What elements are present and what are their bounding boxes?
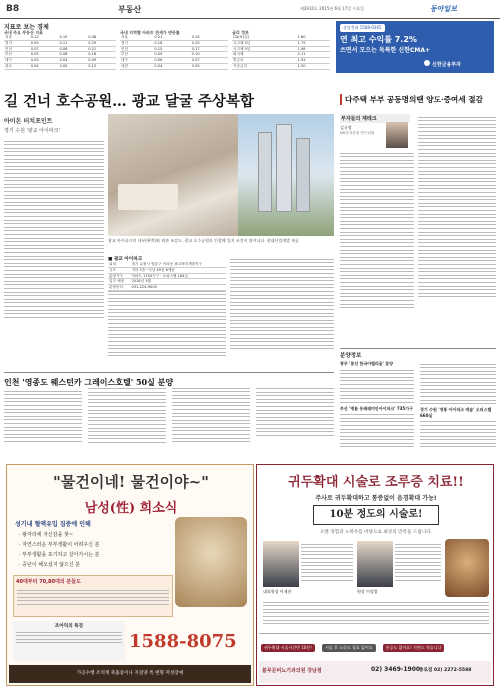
bank-line-1: 연 최고 수익률 7.2% [340, 35, 417, 44]
rows1-cell: 0.09 [30, 40, 59, 46]
sub-line: 경기 수원 '광교 아이파크' [4, 128, 60, 134]
qa-title: 분양정보 [340, 353, 362, 359]
rows2-cell: 0.15 [153, 46, 190, 52]
rows1-cell: 서울 [4, 35, 30, 40]
rows1-cell: 0.08 [58, 46, 87, 52]
ad-left-product-image [175, 517, 247, 607]
ad-left[interactable] [6, 464, 254, 686]
bank-line-2: 쓰면서 모으는 독특한 신한CMA+ [340, 47, 431, 54]
rows3-cell: 콜금리 [232, 58, 297, 64]
ad-left-p3: · 자연스러운 부부생활이 어려우신 분 [19, 542, 100, 548]
rows3-cell: 2.11 [297, 52, 330, 58]
rows2-cell: 서울 [120, 35, 153, 40]
ad-right[interactable] [256, 464, 494, 686]
info-cell: 아파트 1750가구 · 오피스텔 164실 [130, 273, 226, 279]
rows1-cell: 0.15 [58, 35, 87, 40]
rows1-cell: 부산 [4, 52, 30, 58]
rows2-cell: 경기 [120, 40, 153, 46]
ad-left-phone[interactable]: 1588-8075 [129, 631, 237, 652]
ad-left-product: 남성(性) 희소식 [84, 501, 178, 516]
ad-right-badge-sub: 오랜 경험과 노하우를 바탕으로 최상의 만족을 드립니다. [319, 530, 433, 535]
right-body-col-2 [418, 114, 496, 346]
photo-caption: 광교 아이파크의 내부(왼쪽)와 외관 조감도. 광교 호수공원과 인접해 입지 조건이 뛰어나다. 현대산업개발 제공 [108, 238, 299, 243]
ad-right-buttons [259, 633, 491, 655]
right-headline: 다주택 부부 공동명의땐 양도·증여세 절감 [340, 94, 496, 105]
rows1-cell: 0.04 [58, 58, 87, 64]
ad-left-quote: "물건이네! 물건이야~" [53, 473, 209, 491]
ad-right-badge: 10분 정도의 시술로! [313, 505, 439, 525]
rows3-cell: 회사채 [232, 52, 297, 58]
bank-phone: 상담전화 1588-0365 [340, 24, 385, 32]
indices-table-3 [232, 30, 330, 70]
rows2-cell: 0.24 [191, 35, 228, 40]
rows1-cell: 0.21 [87, 46, 116, 52]
table-2 [120, 35, 228, 70]
section-title: 부동산 [118, 5, 142, 14]
rows3-cell: 1.50 [297, 63, 330, 69]
rows1-cell: 인천 [4, 46, 30, 52]
sub-kicker: 아이돈 터치포인트 [4, 118, 53, 125]
info-cell: 입주 예정 [108, 279, 130, 285]
info-cell: 규모 [108, 267, 130, 273]
mushroom-image [445, 539, 489, 597]
page-header [0, 0, 500, 19]
rows2-cell: 0.10 [191, 52, 228, 58]
rows2-cell: 0.21 [153, 35, 190, 40]
author-role: NH투자증권 연구위원 [340, 131, 375, 135]
rows2-cell: 대전 [120, 63, 153, 69]
rows2-cell: 0.09 [153, 52, 190, 58]
info-cell: 위치 [108, 262, 130, 267]
ad-right-sub: 주사로 귀두확대하고 통증없이 음경확대 가능! [315, 495, 437, 502]
doctor-1-photo [263, 541, 299, 587]
rows3-cell: 1.60 [297, 35, 330, 40]
rows2-cell: 0.20 [191, 40, 228, 46]
rows1-cell: 0.38 [87, 35, 116, 40]
dateline: 제2910호 2015년 6월 17일 수요일 [300, 6, 364, 11]
rows2-cell: 0.07 [191, 58, 228, 64]
rows1-cell: 0.04 [30, 63, 59, 69]
rows2-cell: 인천 [120, 46, 153, 52]
rows3-cell: 1.52 [297, 58, 330, 64]
rows2-cell: 0.04 [153, 63, 190, 69]
rows1-cell: 경기 [4, 40, 30, 46]
rows1-cell: 0.07 [30, 46, 59, 52]
ad-left-p1: 성기내 혈액유입 집중에 인해 [15, 521, 91, 528]
ad-right-headline: 귀두확대 시술로 조루증 치료!! [288, 475, 464, 490]
inset-body [4, 388, 334, 458]
clinic-phone-2[interactable]: 종로점 02) 2272-5588 [419, 668, 472, 673]
bank-ad[interactable] [336, 21, 494, 73]
building-rendering [238, 114, 334, 236]
rows1-cell: 0.03 [30, 58, 59, 64]
bank-brand: 신한금융투자 [432, 62, 461, 68]
rows1-row [4, 63, 116, 69]
rows3-cell: 국고채 5년 [232, 46, 297, 52]
rows3-cell: 1.98 [297, 46, 330, 52]
ad-left-offer: 40대부터 70,80대의 분들도 [16, 579, 81, 585]
rows1-cell: 0.11 [58, 40, 87, 46]
info-cell: 2018년 3월 [130, 279, 226, 285]
indices-block [4, 22, 332, 74]
doctor-1-name: 대표원장 이재관 [263, 589, 292, 594]
ad-left-shop: 조아덕의 특징 [54, 624, 84, 629]
author-name: 김규정 [340, 125, 352, 130]
qa-sub-1: 광주 '봉선 한국아델리움' 분양 [340, 361, 393, 366]
main-headline: 길 건너 호수공원… 광교 달굴 주상복합 [4, 93, 254, 110]
rows2-row [120, 63, 228, 69]
rows3-row [232, 63, 330, 69]
indices-sub-1: 국내 주요 부동산 지표 [4, 30, 43, 35]
ad-left-footer: 가공수행 조치계 축흡증이나 지질양 특 변형 저성장애 [9, 665, 251, 683]
rows2-cell: 0.06 [153, 58, 190, 64]
rows3-cell: 기준금리 [232, 63, 297, 69]
qa-sub-3: 경기 수원 '영통 아이파크 캐슬' 오피스텔 660실 [420, 406, 492, 418]
rows3-cell: 1.75 [297, 40, 330, 46]
rows1-cell: 0.12 [87, 63, 116, 69]
main-photo [108, 114, 334, 236]
rows1-cell: 0.09 [87, 58, 116, 64]
ad-right-btn-2: 시술 후 소독도 필요 없어요 [322, 644, 376, 652]
ad-left-p4: · 부부생활을 포기하고 살아가시는 분 [19, 552, 100, 558]
page-number: B8 [6, 4, 20, 14]
info-cell: 지하 5층~지상 49층 6개동 [130, 267, 226, 273]
main-body-col-3 [230, 256, 334, 368]
clinic-phone-1[interactable]: 02) 3469-1900 [371, 666, 421, 673]
ad-left-offer-box [13, 575, 173, 617]
indices-table-2 [120, 30, 228, 70]
doctor-2-name: 원장 이정열 [357, 589, 378, 594]
main-subhead [4, 116, 104, 134]
info-cell: 경기 수원시 영통구 이의동 광교택지개발지구 [130, 262, 226, 267]
doctor-2-photo [357, 541, 393, 587]
clinic-name: 블루문비뇨기과의원 강남점 [262, 668, 322, 674]
info-cell: 분양가구 [108, 273, 130, 279]
info-table [108, 262, 226, 291]
rows1-cell: 대구 [4, 58, 30, 64]
indices-sub-3: 금리 정보 [232, 30, 249, 35]
rows2-cell: 부산 [120, 52, 153, 58]
right-body-col-1 [340, 150, 414, 346]
indices-sub-2: 국내 지역별 아파트 전세가 변동률 [120, 30, 180, 35]
info-cell: 분양문의 [108, 285, 130, 291]
author-box [340, 114, 410, 136]
main-body-col-2 [108, 288, 226, 368]
ad-left-p2: · 왕자리에 자신감을 찾~ [19, 532, 74, 538]
qa-box [340, 348, 496, 418]
table-3 [232, 35, 330, 70]
main-body-col-1 [4, 138, 104, 366]
rows1-cell: 0.05 [58, 63, 87, 69]
ad-right-btn-1: 귀두확대 시술시간만 10분! [261, 644, 315, 652]
rows1-cell: 0.05 [30, 52, 59, 58]
ad-left-shop-box [13, 621, 125, 661]
ad-right-contact [259, 661, 491, 683]
indices-title: 지표로 보는 경제 [4, 24, 49, 31]
rows2-cell: 0.18 [153, 40, 190, 46]
qa-sub-2: 부산 '명륜 동래래미안아이파크' 735가구 [340, 405, 413, 411]
info-table-title: ■ 광교 아이파크 [108, 257, 143, 262]
rows3-cell: CD(91일) [232, 35, 297, 40]
rows3-cell: 국고채 3년 [232, 40, 297, 46]
rows2-cell: 대구 [120, 58, 153, 64]
table-1 [4, 35, 116, 70]
rows1-cell: 광주 [4, 63, 30, 69]
rows1-cell: 0.18 [87, 52, 116, 58]
rows2-cell: 0.17 [191, 46, 228, 52]
ad-right-btn-3: 통증도 없어요! 지연도 적습니다 [383, 644, 445, 652]
rows1-cell: 0.06 [58, 52, 87, 58]
indices-table-1 [4, 30, 116, 70]
info-cell: 031-224-9000 [130, 285, 226, 291]
bank-logo-icon [424, 60, 430, 66]
info-table-box [108, 256, 226, 291]
rows1-cell: 0.12 [30, 35, 59, 40]
author-column-title: 부자들의 재테크 [340, 114, 410, 123]
ad-left-p5: · 중년이 해오셨지 않으신 분 [19, 562, 81, 568]
paper-name: 동아일보 [430, 5, 458, 13]
author-photo [386, 122, 408, 148]
rows2-cell: 0.05 [191, 63, 228, 69]
rows1-cell: 0.29 [87, 40, 116, 46]
inset-headline: 인천 '영종도 웨스턴카 그레이스호텔' 50실 분양 [4, 372, 334, 388]
sofa-shape [118, 184, 178, 210]
